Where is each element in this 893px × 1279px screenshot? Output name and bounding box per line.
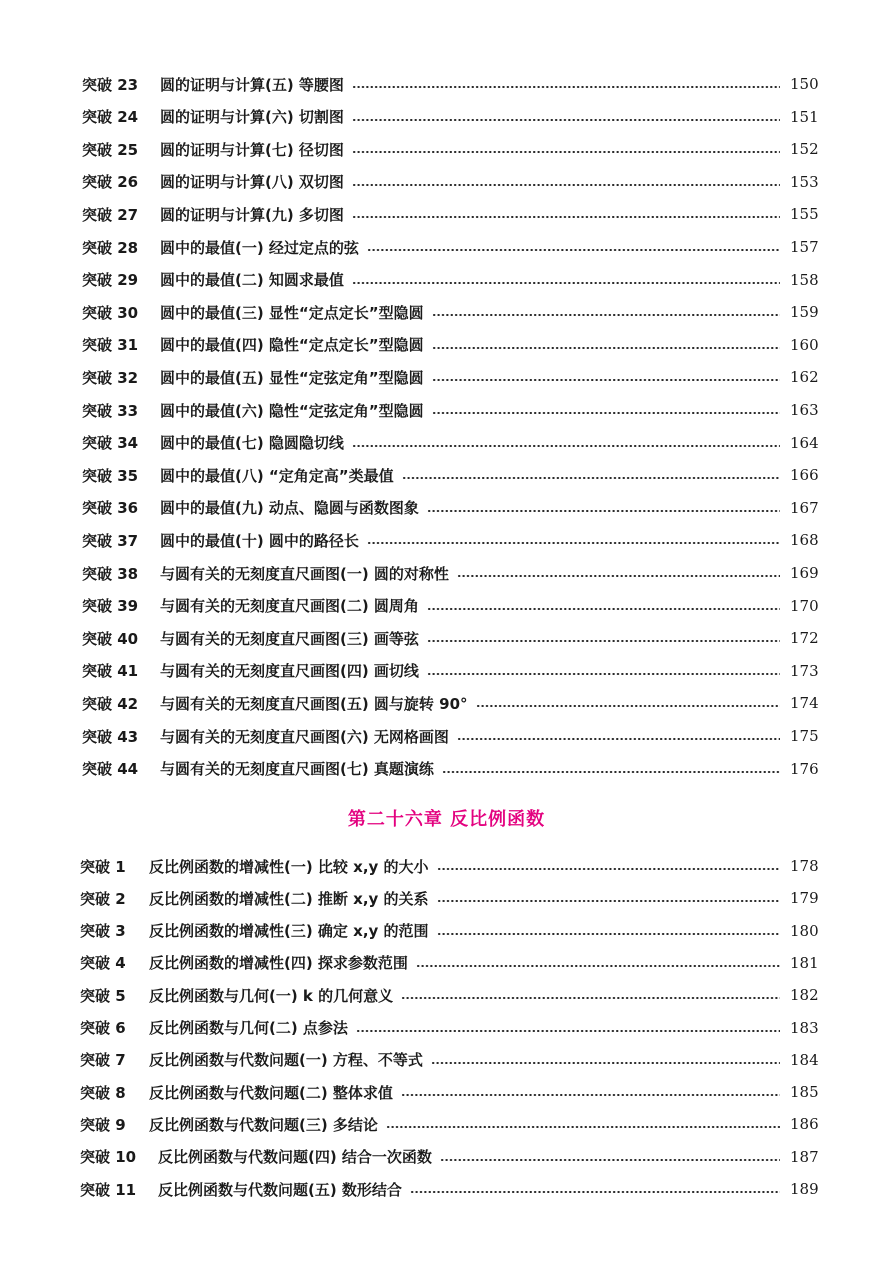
dot-leader bbox=[440, 1159, 780, 1161]
toc-entry-title: 反比例函数的增减性(一) 比较 x,y 的大小 bbox=[149, 857, 429, 876]
toc-entry[interactable] bbox=[0, 300, 826, 324]
toc-entry[interactable] bbox=[0, 626, 826, 650]
toc-entry-page-number: 152 bbox=[790, 140, 819, 159]
dot-leader bbox=[416, 965, 780, 967]
toc-entry[interactable] bbox=[0, 137, 826, 161]
toc-entry[interactable] bbox=[0, 886, 826, 910]
toc-entry-tag: 突破 2 bbox=[80, 889, 126, 908]
toc-entry-title: 圆中的最值(三) 显性“定点定长”型隐圆 bbox=[160, 303, 424, 322]
toc-entry[interactable] bbox=[0, 1177, 826, 1201]
toc-entry-tag: 突破 40 bbox=[82, 629, 139, 648]
chapter-heading: 第二十六章 反比例函数 bbox=[347, 809, 546, 830]
dot-leader bbox=[410, 1191, 780, 1193]
dot-leader bbox=[352, 216, 780, 218]
toc-entry-title: 反比例函数与代数问题(五) 数形结合 bbox=[158, 1180, 402, 1199]
toc-entry[interactable] bbox=[0, 1112, 826, 1136]
toc-entry-tag: 突破 25 bbox=[82, 140, 139, 159]
dot-leader bbox=[356, 1030, 780, 1032]
toc-entry-title: 圆的证明与计算(六) 切割图 bbox=[160, 108, 344, 127]
dot-leader bbox=[352, 282, 780, 284]
toc-entry-title: 反比例函数的增减性(三) 确定 x,y 的范围 bbox=[149, 922, 429, 941]
toc-entry-tag: 突破 28 bbox=[82, 238, 139, 257]
toc-entry-tag: 突破 11 bbox=[80, 1180, 137, 1199]
toc-entry-tag: 突破 8 bbox=[80, 1083, 126, 1102]
dot-leader bbox=[352, 445, 780, 447]
toc-entry[interactable] bbox=[0, 1145, 826, 1169]
toc-entry[interactable] bbox=[0, 724, 826, 748]
toc-entry-tag: 突破 42 bbox=[82, 694, 139, 713]
toc-entry-title: 反比例函数与几何(二) 点参法 bbox=[149, 1019, 348, 1037]
toc-entry-title: 圆中的最值(一) 经过定点的弦 bbox=[160, 238, 359, 257]
dot-leader bbox=[427, 673, 780, 675]
toc-entry[interactable] bbox=[0, 951, 826, 975]
dot-leader bbox=[427, 608, 780, 610]
toc-entry-title: 圆的证明与计算(五) 等腰图 bbox=[160, 75, 344, 94]
toc-entry-title: 与圆有关的无刻度直尺画图(二) 圆周角 bbox=[160, 597, 419, 616]
toc-entry-title: 圆中的最值(七) 隐圆隐切线 bbox=[160, 434, 344, 453]
dot-leader bbox=[402, 477, 780, 479]
toc-entry-tag: 突破 44 bbox=[82, 760, 139, 779]
toc-entry[interactable] bbox=[0, 528, 826, 552]
toc-entry[interactable] bbox=[0, 202, 826, 226]
toc-entry-page-number: 173 bbox=[790, 661, 819, 680]
toc-entry-tag: 突破 1 bbox=[80, 857, 126, 876]
toc-entry[interactable] bbox=[0, 659, 826, 683]
toc-entry-page-number: 186 bbox=[790, 1115, 819, 1134]
toc-entry[interactable] bbox=[0, 1016, 826, 1040]
toc-entry-title: 与圆有关的无刻度直尺画图(一) 圆的对称性 bbox=[160, 564, 449, 583]
dot-leader bbox=[431, 1062, 780, 1064]
toc-entry-page-number: 160 bbox=[790, 335, 819, 354]
dot-leader bbox=[367, 249, 780, 251]
toc-entry[interactable] bbox=[0, 1048, 826, 1072]
toc-entry-page-number: 180 bbox=[790, 921, 819, 940]
toc-entry-title: 反比例函数与几何(一) k 的几何意义 bbox=[149, 986, 394, 1005]
toc-entry-page-number: 162 bbox=[790, 368, 819, 387]
toc-entry[interactable] bbox=[0, 72, 826, 96]
toc-entry-tag: 突破 32 bbox=[82, 368, 139, 387]
dot-leader bbox=[437, 868, 780, 870]
toc-entry-tag: 突破 35 bbox=[82, 466, 139, 485]
toc-entry-tag: 突破 9 bbox=[80, 1115, 126, 1134]
toc-entry-tag: 突破 27 bbox=[82, 205, 139, 224]
dot-leader bbox=[476, 705, 780, 707]
toc-entry-page-number: 166 bbox=[790, 466, 819, 485]
toc-entry[interactable] bbox=[0, 398, 826, 422]
toc-entry-tag: 突破 33 bbox=[82, 401, 139, 420]
toc-entry-tag: 突破 3 bbox=[80, 922, 126, 941]
toc-entry-page-number: 155 bbox=[790, 205, 819, 224]
toc-entry[interactable] bbox=[0, 691, 826, 715]
toc-entry-title: 圆中的最值(四) 隐性“定点定长”型隐圆 bbox=[160, 336, 424, 355]
toc-entry-page-number: 164 bbox=[790, 433, 819, 452]
toc-entry-tag: 突破 34 bbox=[82, 434, 139, 453]
dot-leader bbox=[427, 640, 780, 642]
toc-entry-page-number: 185 bbox=[790, 1083, 819, 1102]
toc-entry-title: 圆的证明与计算(九) 多切图 bbox=[160, 205, 344, 224]
toc-entry-page-number: 159 bbox=[790, 303, 819, 322]
toc-entry-tag: 突破 43 bbox=[82, 727, 139, 746]
toc-entry-tag: 突破 6 bbox=[80, 1019, 126, 1037]
toc-entry-title: 圆的证明与计算(八) 双切图 bbox=[160, 173, 344, 192]
toc-entry-title: 圆中的最值(二) 知圆求最值 bbox=[160, 271, 344, 290]
dot-leader bbox=[457, 738, 780, 740]
toc-entry-tag: 突破 37 bbox=[82, 531, 139, 550]
toc-entry-tag: 突破 24 bbox=[82, 108, 139, 127]
toc-entry-page-number: 187 bbox=[790, 1147, 819, 1166]
dot-leader bbox=[432, 314, 780, 316]
toc-entry[interactable] bbox=[0, 268, 826, 292]
dot-leader bbox=[386, 1126, 780, 1128]
toc-entry[interactable] bbox=[0, 105, 826, 129]
toc-entry-title: 反比例函数与代数问题(三) 多结论 bbox=[149, 1115, 378, 1134]
toc-entry-title: 与圆有关的无刻度直尺画图(七) 真题演练 bbox=[160, 760, 434, 779]
toc-entry-tag: 突破 7 bbox=[80, 1051, 126, 1070]
toc-entry-title: 圆中的最值(八) “定角定高”类最值 bbox=[160, 466, 394, 485]
toc-entry-title: 圆中的最值(六) 隐性“定弦定角”型隐圆 bbox=[160, 401, 424, 420]
toc-entry[interactable] bbox=[0, 854, 826, 878]
toc-entry[interactable] bbox=[0, 365, 826, 389]
toc-entry-page-number: 169 bbox=[790, 564, 819, 582]
toc-entry-tag: 突破 41 bbox=[82, 662, 139, 681]
toc-entry-tag: 突破 31 bbox=[82, 336, 139, 355]
toc-entry-page-number: 179 bbox=[790, 889, 819, 908]
toc-entry-page-number: 170 bbox=[790, 596, 819, 615]
toc-entry-page-number: 181 bbox=[790, 953, 819, 972]
toc-entry-page-number: 158 bbox=[790, 270, 819, 289]
toc-entry-title: 与圆有关的无刻度直尺画图(六) 无网格画图 bbox=[160, 727, 449, 746]
dot-leader bbox=[352, 151, 780, 153]
toc-entry-title: 圆中的最值(九) 动点、隐圆与函数图象 bbox=[160, 499, 419, 518]
toc-entry-tag: 突破 23 bbox=[82, 75, 139, 94]
toc-entry[interactable] bbox=[0, 333, 826, 357]
toc-entry-tag: 突破 38 bbox=[82, 564, 139, 583]
toc-entry-page-number: 167 bbox=[790, 498, 819, 517]
toc-entry-page-number: 184 bbox=[790, 1050, 819, 1069]
toc-entry[interactable] bbox=[0, 463, 826, 487]
toc-entry-title: 圆中的最值(五) 显性“定弦定角”型隐圆 bbox=[160, 368, 424, 387]
toc-entry-title: 反比例函数的增减性(四) 探求参数范围 bbox=[149, 954, 408, 973]
toc-entry-page-number: 183 bbox=[790, 1018, 819, 1037]
toc-entry-title: 圆的证明与计算(七) 径切图 bbox=[160, 140, 344, 159]
toc-entry[interactable] bbox=[0, 757, 826, 781]
toc-entry-tag: 突破 4 bbox=[80, 954, 126, 973]
toc-entry-tag: 突破 39 bbox=[82, 597, 139, 616]
toc-entry[interactable] bbox=[0, 1080, 826, 1104]
toc-entry[interactable] bbox=[0, 431, 826, 455]
toc-entry-tag: 突破 36 bbox=[82, 499, 139, 518]
toc-entry-page-number: 153 bbox=[790, 172, 819, 191]
toc-entry-title: 反比例函数的增减性(二) 推断 x,y 的关系 bbox=[149, 889, 429, 908]
toc-entry[interactable] bbox=[0, 496, 826, 520]
dot-leader bbox=[352, 119, 780, 121]
toc-entry-page-number: 172 bbox=[790, 629, 819, 648]
toc-entry-page-number: 182 bbox=[790, 986, 819, 1005]
toc-entry-page-number: 175 bbox=[790, 727, 819, 745]
toc-entry-tag: 突破 26 bbox=[82, 173, 139, 192]
dot-leader bbox=[437, 900, 780, 902]
toc-entry-page-number: 168 bbox=[790, 531, 819, 550]
toc-entry-page-number: 150 bbox=[790, 75, 819, 93]
toc-entry-tag: 突破 5 bbox=[80, 986, 126, 1005]
toc-entry-tag: 突破 10 bbox=[80, 1148, 137, 1167]
toc-entry-title: 与圆有关的无刻度直尺画图(五) 圆与旋转 90° bbox=[160, 694, 468, 713]
dot-leader bbox=[401, 997, 780, 999]
dot-leader bbox=[432, 379, 780, 381]
dot-leader bbox=[432, 347, 780, 349]
toc-entry-page-number: 176 bbox=[790, 759, 819, 778]
toc-entry-tag: 突破 30 bbox=[82, 303, 139, 322]
toc-entry-page-number: 189 bbox=[790, 1180, 819, 1198]
toc-entry-page-number: 178 bbox=[790, 857, 819, 875]
toc-entry[interactable] bbox=[0, 170, 826, 194]
dot-leader bbox=[401, 1094, 780, 1096]
toc-entry-title: 反比例函数与代数问题(一) 方程、不等式 bbox=[149, 1051, 423, 1070]
toc-entry-page-number: 163 bbox=[790, 401, 819, 419]
dot-leader bbox=[352, 86, 780, 88]
toc-entry-tag: 突破 29 bbox=[82, 271, 139, 290]
toc-entry-page-number: 174 bbox=[790, 694, 819, 713]
toc-entry-title: 圆中的最值(十) 圆中的路径长 bbox=[160, 531, 359, 550]
toc-entry-title: 与圆有关的无刻度直尺画图(四) 画切线 bbox=[160, 662, 419, 681]
toc-entry[interactable] bbox=[0, 919, 826, 943]
dot-leader bbox=[457, 575, 780, 577]
dot-leader bbox=[442, 771, 780, 773]
dot-leader bbox=[437, 933, 780, 935]
dot-leader bbox=[367, 542, 780, 544]
toc-entry-title: 反比例函数与代数问题(二) 整体求值 bbox=[149, 1083, 393, 1102]
toc-entry-page-number: 151 bbox=[790, 107, 819, 126]
dot-leader bbox=[352, 184, 780, 186]
toc-entry[interactable] bbox=[0, 235, 826, 259]
toc-entry[interactable] bbox=[0, 561, 826, 585]
toc-entry-title: 与圆有关的无刻度直尺画图(三) 画等弦 bbox=[160, 629, 419, 648]
toc-entry[interactable] bbox=[0, 983, 826, 1007]
dot-leader bbox=[432, 412, 780, 414]
toc-entry-title: 反比例函数与代数问题(四) 结合一次函数 bbox=[158, 1148, 432, 1167]
dot-leader bbox=[427, 510, 780, 512]
toc-entry-page-number: 157 bbox=[790, 238, 819, 256]
toc-entry[interactable] bbox=[0, 594, 826, 618]
